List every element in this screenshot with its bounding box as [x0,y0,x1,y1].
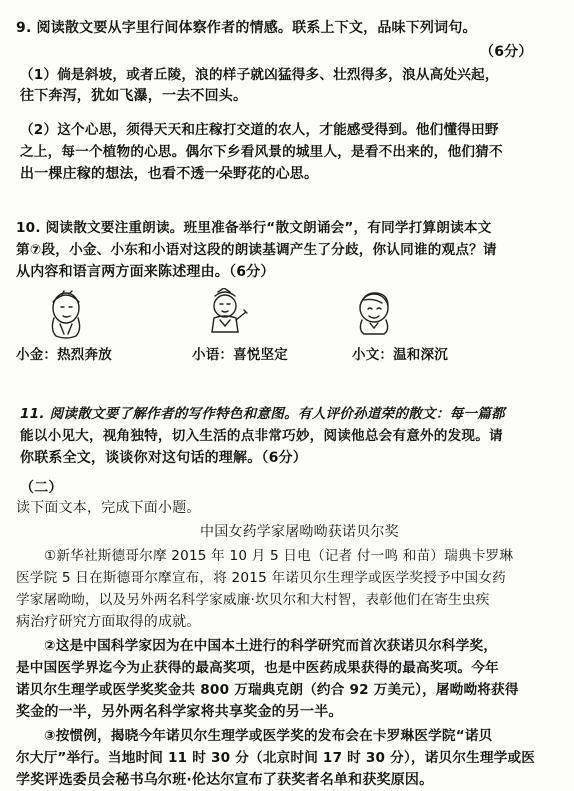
student-label-xiaowen: 小文：温和深沉 [352,347,448,363]
q9-item2-line2: 之上，每一个植物的心思。偶尔下乡看风景的城里人，是看不出来的，他们猜不 [20,144,503,160]
student-label-xiaoyu: 小语：喜悦坚定 [192,347,288,363]
q10-line3: 从内容和语言两方面来陈述理由。（6分） [16,264,275,280]
q9-item1-line1: （1）倘是斜坡，或者丘陵，浪的样子就凶猛得多、壮烈得多，浪从高处兴起， [20,67,499,83]
para1-line1: ①新华社斯德哥尔摩 2015 年 10 月 5 日电（记者 付一鸣 和苗）瑞典卡罗琳 [44,548,514,564]
boy-portrait-icon [42,288,90,340]
q9-item2-line1: （2）这个心思，须得天天和庄稼打交道的农人，才能感受得到。他们懂得田野 [20,122,499,138]
para2-line3: 诺贝尔生理学或医学奖奖金共 800 万瑞典克朗（约合 92 万美元），屠呦呦将获得 [16,682,519,698]
girl-portrait-icon [200,288,250,338]
q9-stem: 9. 阅读散文要从字里行间体察作者的情感。联系上下文，品味下列词句。 [16,20,477,36]
para2-line1: ②这是中国科学家因为在中国本土进行的科学研究而首次获诺贝尔科学奖， [44,638,498,654]
q9-item2-line3: 出一棵庄稼的想法，也看不透一朵野花的心思。 [20,166,319,182]
para1-line4: 病治疗研究方面取得的成就。 [16,614,201,630]
article-title: 中国女药学家屠呦呦获诺贝尔奖 [200,524,399,540]
para3-line3: 学奖评选委员会秘书乌尔班·伦达尔宣布了获奖者名单和获奖原因。 [16,772,434,788]
q9-score: （6分） [480,44,533,60]
section-instruction: 读下面文本，完成下面小题。 [16,500,201,516]
para1-line3: 学家屠呦呦，以及另外两名科学家威廉·坎贝尔和大村智，表彰他们在寄生虫疾 [16,592,490,608]
q11-line3: 你联系全文，谈谈你对这句话的理解。（6分） [20,450,307,466]
q11-line1: 11. 阅读散文要了解作者的写作特色和意图。有人评价孙道荣的散文：每一篇都 [20,406,505,422]
para2-line2: 是中国医学界迄今为止获得的最高奖项，也是中医药成果获得的最高奖项。今年 [16,660,499,676]
boy-smiling-icon [352,288,396,336]
q10-line2: 第⑦段，小金、小东和小语对这段的朗读基调产生了分歧，你认同谁的观点？请 [16,242,497,258]
para3-line1: ③按惯例，揭晓今年诺贝尔生理学或医学奖的发布会在卡罗琳医学院“诺贝 [44,728,493,744]
q11-line2: 能以小见大，视角独特，切入生活的点非常巧妙，阅读他总会有意外的发现。请 [20,428,503,444]
para3-line2: 尔大厅”举行。当地时间 11 时 30 分（北京时间 17 时 30 分），诺贝尔生理学或医 [16,750,536,766]
student-label-xiaojin: 小金：热烈奔放 [16,347,112,363]
section-heading: （二） [20,480,63,496]
para2-line4: 奖金的一半，另外两名科学家将共享奖金的另一半。 [16,704,343,720]
q10-line1: 10. 阅读散文要注重朗读。班里准备举行“散文朗诵会”，有同学打算朗读本文 [16,220,492,236]
q9-item1-line2: 往下奔泻，犹如飞瀑，一去不回头。 [20,88,248,104]
para1-line2: 医学院 5 日在斯德哥尔摩宣布，将 2015 年诺贝尔生理学或医学奖授予中国女药 [16,570,506,586]
